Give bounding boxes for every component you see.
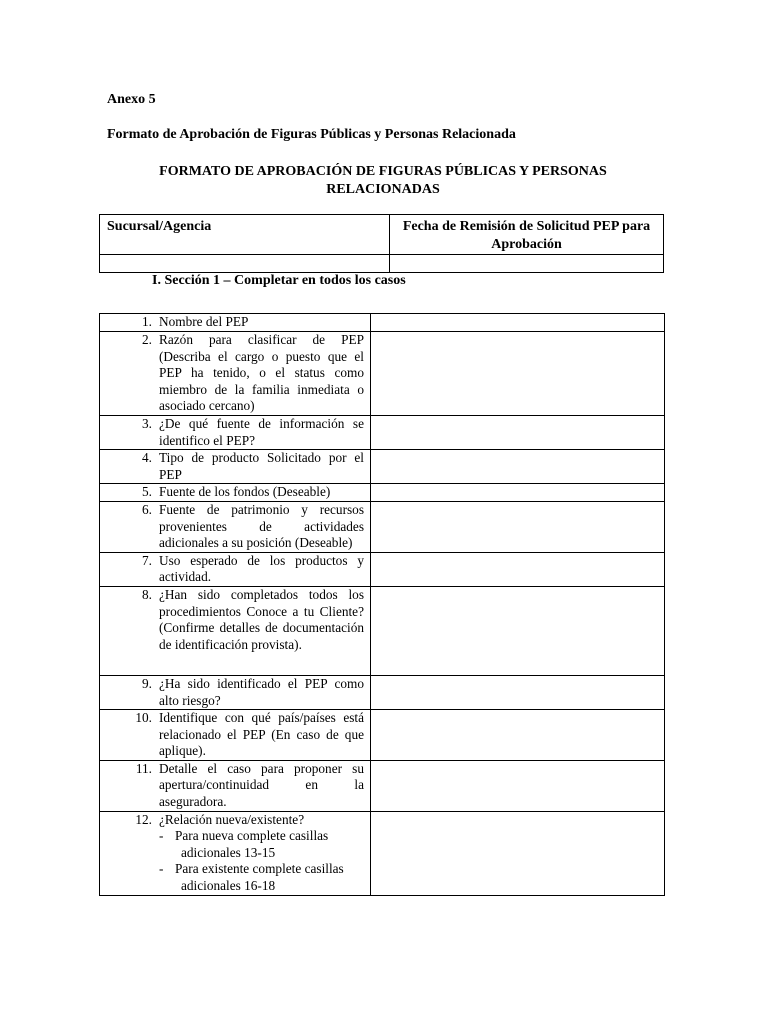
question-text: ¿De qué fuente de información se identifico el PEP? [159, 415, 364, 448]
question-number: 9. [142, 675, 152, 691]
branch-table-header [100, 215, 664, 255]
question-row-8 [100, 586, 665, 675]
branch-input-cell[interactable] [100, 255, 390, 273]
question-row-11 [100, 760, 665, 811]
question-number: 8. [142, 586, 152, 602]
question-text: Razón para clasificar de PEP (Describa el cargo o puesto que el PEP ha tenido, o el status como miembro de la familia inmediata o asociado cercano) [159, 332, 364, 414]
question-row-7 [100, 552, 665, 586]
question-number: 6. [142, 501, 152, 517]
question-row-9 [100, 675, 665, 709]
question-text: Identifique con qué país/países está relacionado el PEP (En caso de que aplique). [159, 710, 364, 759]
existing-relation-instruction: Para existente complete casillas [175, 861, 344, 877]
question-text: Fuente de patrimonio y recursos provenientes de actividades adicionales a su posición (Deseable) [159, 501, 364, 551]
answer-cell-2[interactable] [371, 332, 665, 416]
title-line-2: RELACIONADAS [326, 182, 440, 197]
question-text: ¿Ha sido identificado el PEP como alto riesgo? [159, 675, 364, 708]
question-row-6 [100, 501, 665, 552]
question-text: ¿Relación nueva/existente? [159, 811, 305, 827]
answer-cell-7[interactable] [371, 552, 665, 586]
question-row-10 [100, 710, 665, 761]
question-text: Nombre del PEP [159, 314, 249, 329]
answer-cell-1[interactable] [371, 314, 665, 332]
question-number: 10. [135, 710, 152, 726]
existing-relation-fields: adicionales 16-18 [181, 878, 276, 894]
submission-date-input-cell[interactable] [390, 255, 664, 273]
question-text: Detalle el caso para proponer su apertura/continuidad en la aseguradora. [159, 760, 364, 810]
answer-cell-3[interactable] [371, 415, 665, 449]
question-row-1 [100, 314, 665, 332]
question-text: ¿Han sido completados todos los procedimientos Conoce a tu Cliente? (Confirme detalles de documentación de identificación provista). [159, 586, 364, 652]
document-subtitle: Formato de Aprobación de Figuras Públicas y Personas Relacionada [107, 127, 516, 142]
question-number: 11. [135, 760, 152, 776]
question-row-4 [100, 450, 665, 484]
answer-cell-11[interactable] [371, 760, 665, 811]
section-heading: I. Sección 1 – Completar en todos los casos [152, 273, 406, 288]
branch-table-input-row [100, 255, 664, 273]
branch-header: Sucursal/Agencia [100, 215, 390, 255]
questions-table [99, 313, 665, 896]
question-row-2 [100, 332, 665, 416]
question-row-3 [100, 415, 665, 449]
question-text: Tipo de producto Solicitado por el PEP [159, 450, 364, 482]
answer-cell-6[interactable] [371, 501, 665, 552]
question-number: 5. [142, 484, 152, 500]
submission-date-header: Fecha de Remisión de Solicitud PEP para Aprobación [390, 215, 664, 255]
question-text: Uso esperado de los productos y actividad. [159, 552, 364, 585]
question-number: 1. [142, 314, 152, 329]
answer-cell-10[interactable] [371, 710, 665, 761]
question-number: 3. [142, 415, 152, 431]
question-number: 12. [135, 811, 152, 827]
question-text: Fuente de los fondos (Deseable) [159, 484, 331, 500]
title-line-1: FORMATO DE APROBACIÓN DE FIGURAS PÚBLICAS Y PERSONAS [159, 164, 607, 179]
question-row-12: 12. ¿Relación nueva/existente? - Para nueva complete casillas adicionales 13-15 - Para existente complete casillas adicionales 16-18 [100, 811, 665, 895]
new-relation-fields: adicionales 13-15 [181, 844, 276, 860]
answer-cell-4[interactable] [371, 450, 665, 484]
answer-cell-8[interactable] [371, 586, 665, 675]
question-row-5 [100, 484, 665, 502]
answer-cell-12[interactable] [371, 811, 665, 895]
answer-cell-5[interactable] [371, 484, 665, 502]
question-number: 4. [142, 450, 152, 466]
branch-table [99, 214, 664, 273]
answer-cell-9[interactable] [371, 675, 665, 709]
annex-label: Anexo 5 [107, 92, 156, 107]
question-number: 2. [142, 332, 152, 347]
question-number: 7. [142, 552, 152, 568]
new-relation-instruction: Para nueva complete casillas [175, 828, 329, 844]
document-title [100, 163, 666, 199]
